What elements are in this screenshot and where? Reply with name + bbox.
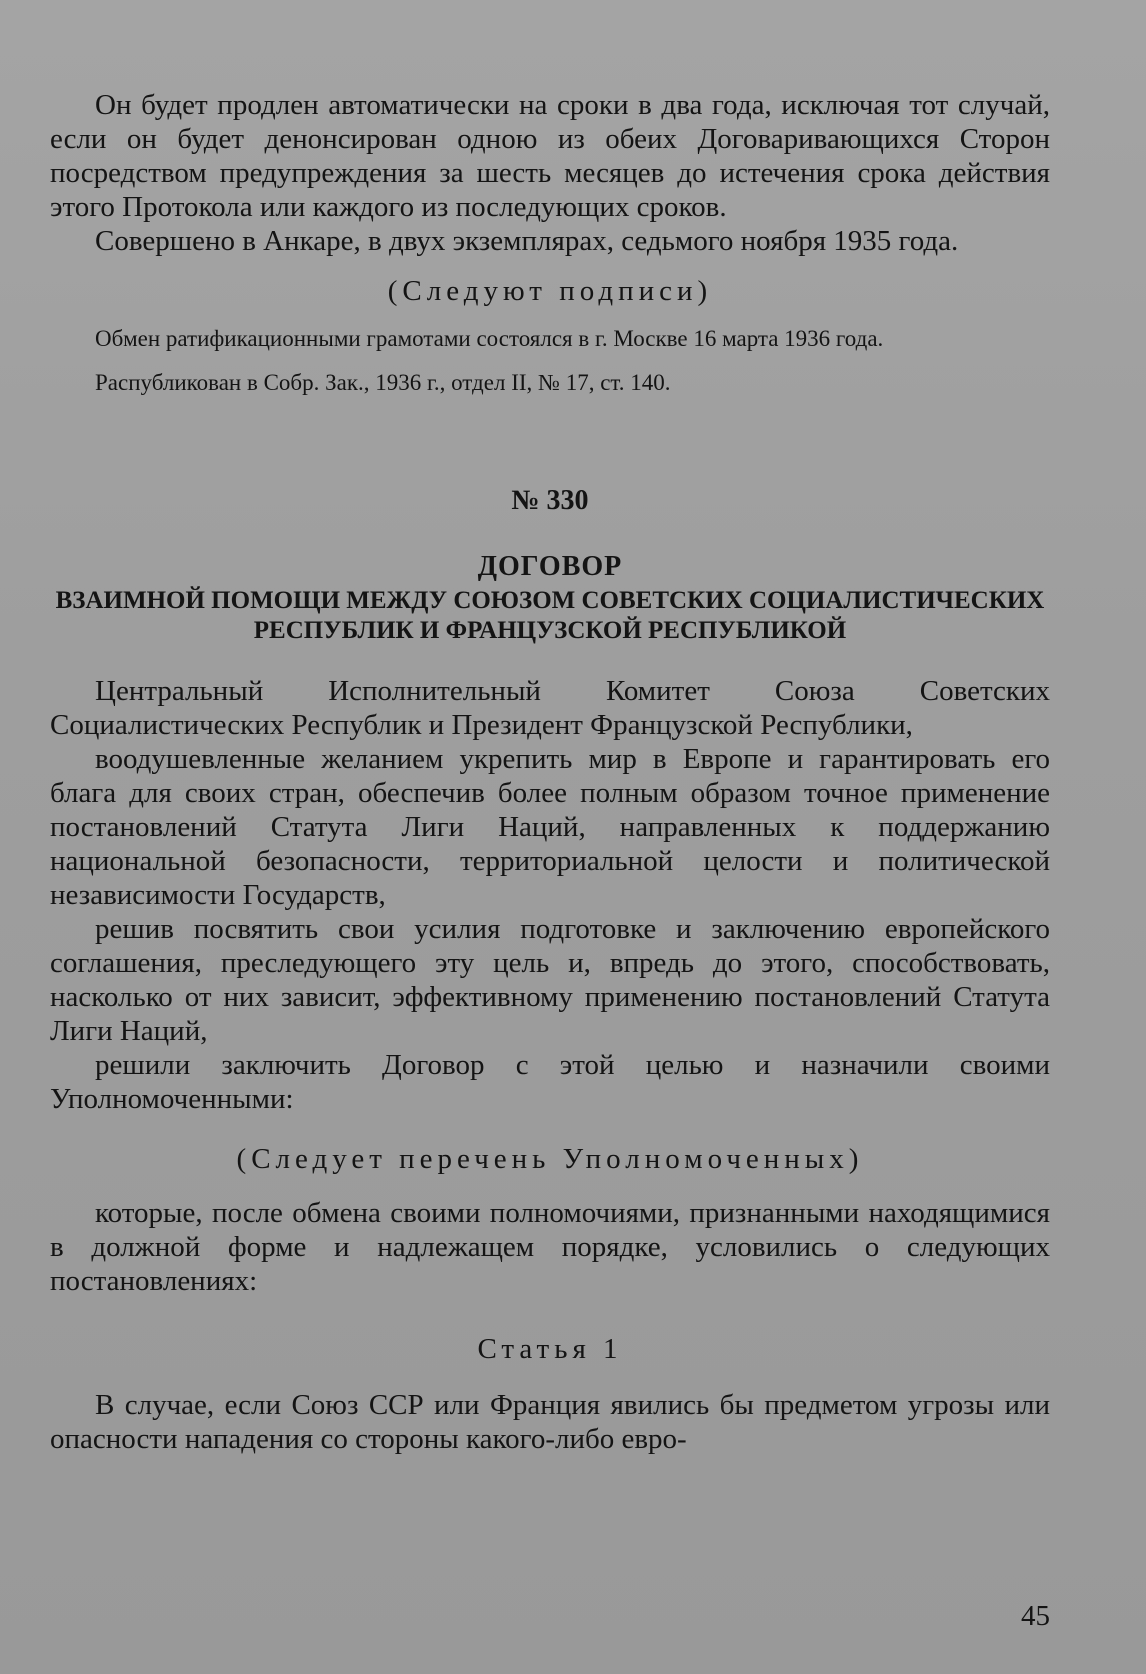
text-column [50, 88, 1050, 1456]
article-1-text: В случае, если Союз ССР или Франция явились бы предметом угрозы или опасности нападения со стороны какого-либо евро- [50, 1389, 1050, 1455]
publication-note: Распубликован в Собр. Зак., 1936 г., отдел II, № 17, ст. 140. [95, 370, 671, 395]
preamble-resolution: решив посвятить свои усилия подготовке и заключению европейского соглашения, преследующего эту цель и, впредь до этого, способствовать, насколько от них зависит, эффективному применению постановлений Статута Лиги Наций, [50, 913, 1050, 1047]
preamble-motivation: воодушевленные желанием укрепить мир в Европе и гарантировать его блага для своих стран, обеспечив более полным образом точное применение постановлений Статута Лиги Наций, направленных к поддержанию национальной безопасности, территориальной целости и политической независимости Государств, [50, 743, 1050, 911]
document-title: ДОГОВОР [477, 551, 623, 582]
plenipotentiaries-line: (Следует перечень Уполномоченных) [236, 1143, 864, 1175]
ratification-note: Обмен ратификационными грамотами состоялся в г. Москве 16 марта 1936 года. [95, 326, 884, 351]
document-number: № 330 [511, 485, 589, 516]
article-heading: Статья 1 [477, 1333, 623, 1365]
protocol-term-paragraph: Он будет продлен автоматически на сроки в два года, исключая тот случай, если он будет денонсирован одною из обеих Договаривающихся Сторон посредством предупреждения за шесть месяцев до истечения срока действия этого Протокола или каждого из последующих сроков. [50, 89, 1050, 223]
preamble-agreement: которые, после обмена своими полномочиями, признанными находящимися в должной форме и надлежащем порядке, условились о следующих постановлениях: [50, 1197, 1050, 1297]
done-at-paragraph: Совершено в Анкаре, в двух экземплярах, седьмого ноября 1935 года. [95, 225, 959, 257]
page-number: 45 [1021, 1600, 1050, 1632]
preamble-decision: решили заключить Договор с этой целью и назначили своими Уполномоченными: [50, 1049, 1050, 1115]
document-subtitle: ВЗАИМНОЙ ПОМОЩИ МЕЖДУ СОЮЗОМ СОВЕТСКИХ СОЦИАЛИСТИЧЕСКИХ РЕСПУБЛИК И ФРАНЦУЗСКОЙ РЕСПУБЛИКОЙ [55, 587, 1045, 644]
signatures-line: (Следуют подписи) [387, 275, 713, 307]
preamble-parties: Центральный Исполнительный Комитет Союза Советских Социалистических Республик и Президент Французской Республики, [50, 675, 1050, 741]
